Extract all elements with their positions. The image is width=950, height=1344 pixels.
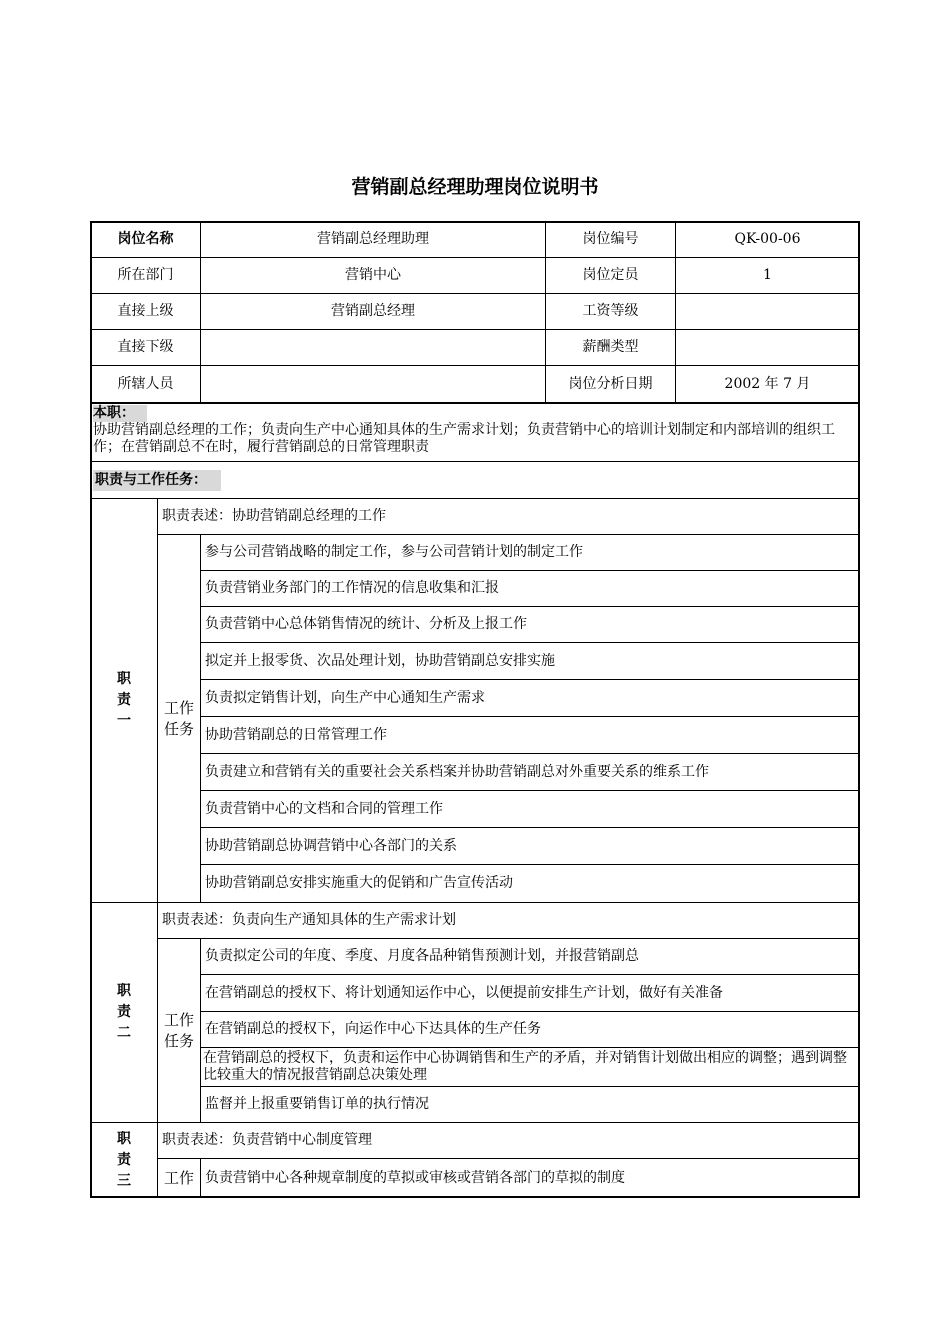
tasks-header-row bbox=[90, 461, 860, 499]
label-salary-grade: 工资等级 bbox=[545, 293, 676, 330]
duty-1-task: 负责营销中心的文档和合同的管理工作 bbox=[200, 790, 860, 828]
label-position-code: 岗位编号 bbox=[545, 221, 676, 258]
value-position-code: QK-00-06 bbox=[675, 221, 860, 258]
duty-3-description: 职责表述：负责营销中心制度管理 bbox=[157, 1122, 860, 1159]
value-position-name: 营销副总经理助理 bbox=[200, 221, 546, 258]
duty-2-work-label: 工作 任务 bbox=[157, 938, 201, 1123]
value-headcount: 1 bbox=[675, 257, 860, 294]
duty-3-work-label: 工作 bbox=[157, 1158, 201, 1198]
value-subordinate bbox=[200, 329, 546, 366]
duty-1-work-label: 工作 任务 bbox=[157, 534, 201, 903]
duty-1-label: 职 责 一 bbox=[90, 498, 158, 903]
value-staff bbox=[200, 365, 546, 403]
duty-3-task: 负责营销中心各种规章制度的草拟或审核或营销各部门的草拟的制度 bbox=[200, 1158, 860, 1198]
duty-2-description: 职责表述：负责向生产通知具体的生产需求计划 bbox=[157, 902, 860, 939]
label-department: 所在部门 bbox=[90, 257, 201, 294]
duty-2-task: 负责拟定公司的年度、季度、月度各品种销售预测计划，并报营销副总 bbox=[200, 938, 860, 975]
value-superior: 营销副总经理 bbox=[200, 293, 546, 330]
duty-2-task: 在营销副总的授权下、将计划通知运作中心，以便提前安排生产计划，做好有关准备 bbox=[200, 974, 860, 1012]
duty-1-task: 负责营销中心总体销售情况的统计、分析及上报工作 bbox=[200, 606, 860, 643]
value-salary-grade bbox=[675, 293, 860, 330]
duty-label: 本职： bbox=[93, 405, 147, 422]
duty-text: 协助营销副总经理的工作；负责向生产中心通知具体的生产需求计划；负责营销中心的培训计划制定和内部培训的组织工作；在营销副总不在时，履行营销副总的日常管理职责 bbox=[93, 422, 835, 455]
value-department: 营销中心 bbox=[200, 257, 546, 294]
duty-1-task: 协助营销副总的日常管理工作 bbox=[200, 716, 860, 754]
duty-1-task: 负责营销业务部门的工作情况的信息收集和汇报 bbox=[200, 570, 860, 607]
duty-1-description: 职责表述：协助营销副总经理的工作 bbox=[157, 498, 860, 535]
duty-1-task: 拟定并上报零货、次品处理计划，协助营销副总安排实施 bbox=[200, 642, 860, 680]
duty-2-task: 在营销副总的授权下，向运作中心下达具体的生产任务 bbox=[200, 1011, 860, 1048]
label-analysis-date: 岗位分析日期 bbox=[545, 365, 676, 403]
duty-1-task: 协助营销副总协调营销中心各部门的关系 bbox=[200, 827, 860, 865]
tasks-header: 职责与工作任务： bbox=[93, 470, 221, 491]
duty-1-task: 负责建立和营销有关的重要社会关系档案并协助营销副总对外重要关系的维系工作 bbox=[200, 753, 860, 791]
label-position-name: 岗位名称 bbox=[90, 221, 201, 258]
label-pay-type: 薪酬类型 bbox=[545, 329, 676, 366]
label-headcount: 岗位定员 bbox=[545, 257, 676, 294]
duty-2-task: 监督并上报重要销售订单的执行情况 bbox=[200, 1086, 860, 1123]
duty-2-task: 在营销副总的授权下，负责和运作中心协调销售和生产的矛盾，并对销售计划做出相应的调整；遇到调整比较重大的情况报营销副总决策处理 bbox=[200, 1047, 860, 1087]
duty-1-task: 参与公司营销战略的制定工作，参与公司营销计划的制定工作 bbox=[200, 534, 860, 571]
value-pay-type bbox=[675, 329, 860, 366]
value-analysis-date: 2002 年 7 月 bbox=[675, 365, 860, 403]
label-subordinate: 直接下级 bbox=[90, 329, 201, 366]
label-staff: 所辖人员 bbox=[90, 365, 201, 403]
duty-1-task: 负责拟定销售计划，向生产中心通知生产需求 bbox=[200, 679, 860, 717]
duty-section bbox=[90, 402, 860, 462]
duty-2-label: 职 责 二 bbox=[90, 902, 158, 1123]
duty-1-task: 协助营销副总安排实施重大的促销和广告宣传活动 bbox=[200, 864, 860, 903]
label-superior: 直接上级 bbox=[90, 293, 201, 330]
duty-3-label: 职 责 三 bbox=[90, 1122, 158, 1198]
page-title: 营销副总经理助理岗位说明书 bbox=[351, 176, 599, 198]
